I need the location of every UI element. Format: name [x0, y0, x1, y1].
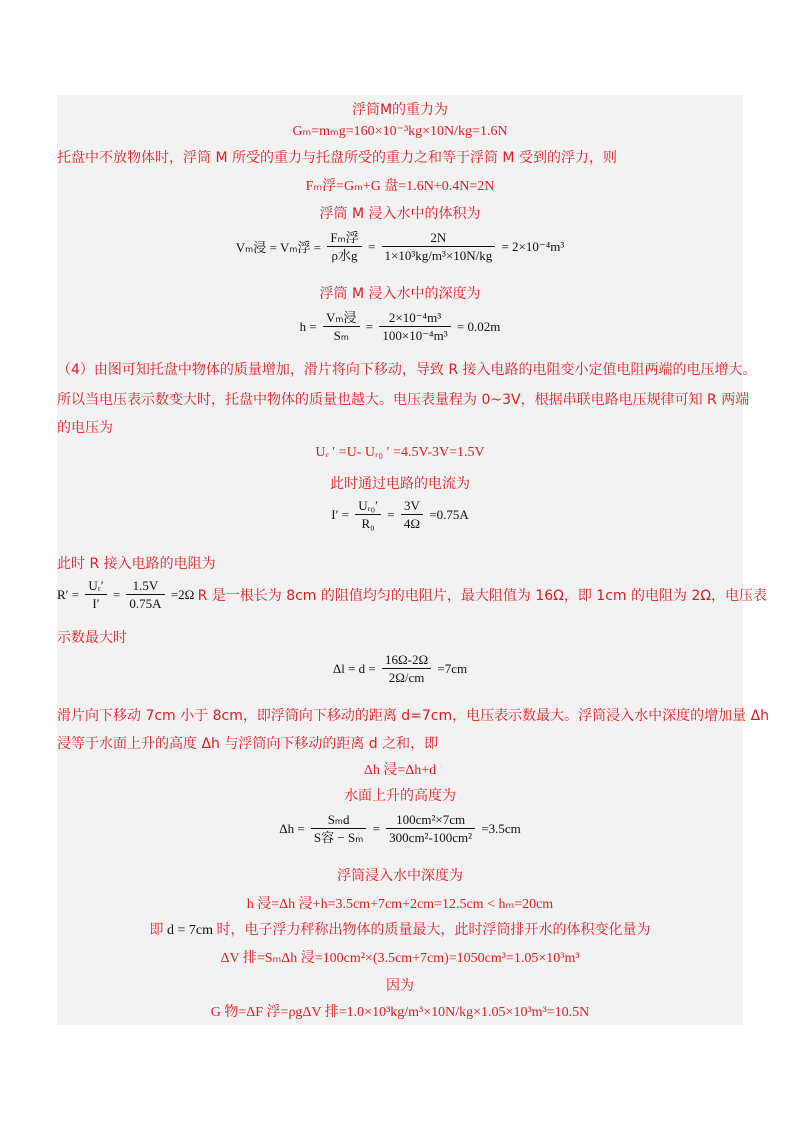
equation-resistance-line — [57, 577, 767, 612]
fraction — [323, 309, 360, 344]
fraction — [382, 229, 496, 264]
fraction-denominator: 1×10³kg/m³×10N/kg — [384, 248, 493, 263]
fraction-numerator: Fₘ浮 — [327, 229, 361, 247]
equation-rise — [57, 811, 743, 846]
eq-lhs: Vₘ浸 = Vₘ浮 = — [235, 240, 322, 255]
formula-inline: d = 7cm — [167, 923, 213, 938]
fraction-denominator: 300cm²-100cm² — [389, 830, 473, 845]
fraction-denominator: 100×10⁻⁴m³ — [382, 328, 448, 343]
eq-sign: = — [367, 238, 376, 254]
fraction-numerator: 2N — [382, 229, 496, 247]
fraction-denominator: 0.75A — [129, 596, 162, 611]
formula-line: Δh 浸=Δh+d — [363, 763, 437, 778]
fraction-denominator: Sₘ — [333, 328, 349, 343]
text-line: 的电压为 — [57, 420, 113, 436]
eq-rhs: =3.5cm — [481, 820, 521, 836]
fraction-denominator: R₀ — [361, 516, 375, 531]
text-line: 滑片向下移动 7cm 小于 8cm，即浮筒向下移动的距离 d=7cm，电压表示数最大。浮筒浸入水中深度的增加量 Δh — [57, 708, 770, 724]
text-line: 浮筒M的重力为 — [351, 102, 449, 118]
fraction-numerator: 1.5V — [126, 577, 164, 595]
text-line: 水面上升的高度为 — [344, 788, 456, 804]
fraction — [327, 229, 361, 264]
fraction-numerator: Sₘd — [311, 811, 366, 829]
eq-sign: = — [372, 820, 380, 836]
text-line: 浸等于水面上升的高度 Δh 与浮筒向下移动的距离 d 之和，即 — [57, 736, 439, 752]
eq-lhs: Δh = — [279, 820, 305, 836]
formula-line: Uᵣ ′ =U- Uᵣ₀ ′ =4.5V-3V=1.5V — [315, 445, 485, 460]
formula-line: h 浸=Δh 浸+h=3.5cm+7cm+2cm=12.5cm < hₘ=20cm — [246, 897, 554, 912]
fraction-numerator: 16Ω-2Ω — [382, 651, 431, 669]
formula-line: G 物=ΔF 浮=ρgΔV 排=1.0×10³kg/m³×10N/kg×1.05×10³m³=10.5N — [210, 1005, 590, 1020]
fraction — [311, 811, 366, 846]
fraction-numerator: 2×10⁻⁴m³ — [379, 309, 450, 327]
text-inline: 即 — [149, 922, 164, 938]
formula-line: Fₘ浮=Gₘ+G 盘=1.6N+0.4N=2N — [305, 179, 495, 194]
eq-rhs: =2Ω — [170, 586, 195, 602]
eq-lhs: R′ = — [57, 586, 80, 602]
equation-length — [57, 651, 743, 686]
fraction-denominator: I′ — [92, 596, 100, 611]
fraction-denominator: 4Ω — [403, 516, 421, 531]
eq-rhs: = 0.02m — [456, 318, 501, 334]
text-line: 托盘中不放物体时，浮筒 M 所受的重力与托盘所受的重力之和等于浮筒 M 受到的浮力，则 — [57, 150, 617, 166]
formula-line: Gₘ=mₘg=160×10⁻³kg×10N/kg=1.6N — [292, 124, 508, 139]
fraction-denominator: 2Ω/cm — [388, 670, 425, 685]
fraction-numerator: Uᵣ′ — [85, 577, 106, 595]
fraction — [401, 497, 423, 532]
eq-lhs: Δl = d = — [332, 660, 376, 676]
fraction — [386, 811, 475, 846]
fraction-numerator: Uᵣ₀′ — [355, 497, 381, 515]
text-line: 所以当电压表示数变大时，托盘中物体的质量也越大。电压表量程为 0~3V，根据串联电路电压规律可知 R 两端 — [57, 392, 750, 408]
fraction-numerator: 3V — [401, 497, 423, 515]
fraction — [126, 577, 164, 612]
eq-lhs: h = — [299, 318, 317, 334]
fraction-denominator: S容 − Sₘ — [313, 830, 364, 845]
equation-current — [57, 497, 743, 532]
eq-rhs: = 2×10⁻⁴m³ — [501, 238, 565, 254]
equation-depth — [57, 309, 743, 344]
fraction — [382, 651, 431, 686]
equation-volume — [57, 229, 743, 264]
fraction-denominator: ρ水g — [331, 248, 358, 263]
formula-line: ΔV 排=SₘΔh 浸=100cm²×(3.5cm+7cm)=1050cm³=1.05×10³m³ — [220, 951, 580, 966]
fraction — [379, 309, 450, 344]
fraction — [85, 577, 106, 612]
text-line: 示数最大时 — [57, 630, 127, 646]
eq-lhs: I′ = — [331, 506, 349, 522]
text-line: 浮筒浸入水中深度为 — [337, 868, 463, 884]
fraction-numerator: Vₘ浸 — [323, 309, 360, 327]
text-line: 此时 R 接入电路的电阻为 — [57, 556, 216, 572]
text-line — [57, 919, 743, 939]
text-inline: 时，电子浮力秤称出物体的质量最大，此时浮筒排开水的体积变化量为 — [216, 922, 651, 938]
eq-sign: = — [112, 586, 121, 602]
eq-rhs: =0.75A — [429, 506, 469, 522]
fraction — [355, 497, 381, 532]
text-line: （4）由图可知托盘中物体的质量增加，滑片将向下移动，导致 R 接入电路的电阻变小定值电阻两端的电压增大。 — [57, 362, 757, 378]
text-inline: R 是一根长为 8cm 的阻值均匀的电阻片，最大阻值为 16Ω，即 1cm 的电阻为 2Ω，电压表 — [197, 587, 768, 604]
text-line: 因为 — [386, 978, 414, 994]
text-line: 浮筒 M 浸入水中的体积为 — [319, 206, 481, 222]
text-line: 此时通过电路的电流为 — [330, 476, 470, 492]
solution-sheet — [57, 95, 770, 1025]
fraction-numerator: 100cm²×7cm — [386, 811, 475, 829]
text-line: 浮筒 M 浸入水中的深度为 — [319, 286, 481, 302]
eq-sign: = — [387, 506, 395, 522]
eq-sign: = — [365, 318, 374, 334]
eq-rhs: =7cm — [437, 660, 468, 676]
